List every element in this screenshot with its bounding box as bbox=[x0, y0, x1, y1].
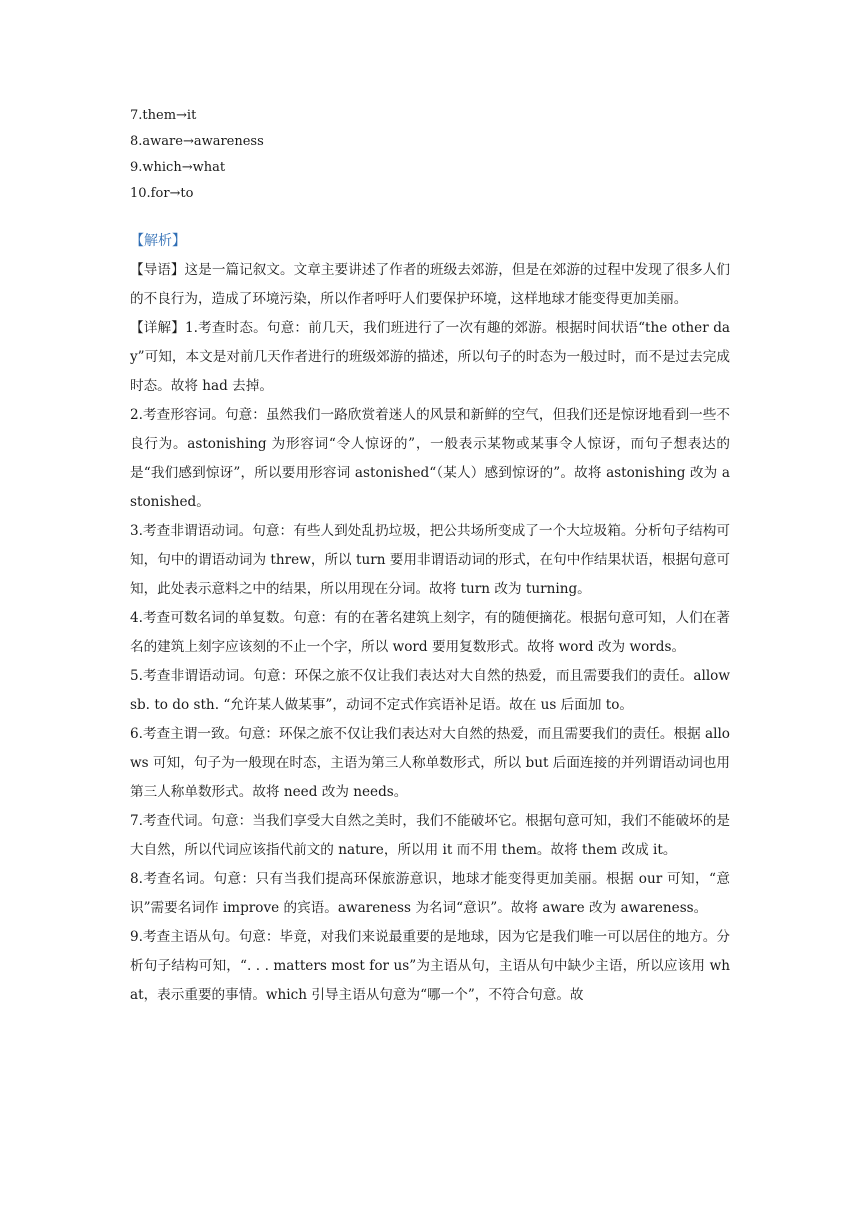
answer-list bbox=[130, 103, 730, 207]
document-page bbox=[130, 103, 730, 1010]
detail-paragraph: 4.考查可数名词的单复数。句意：有的在著名建筑上刻字，有的随便摘花。根据句意可知，人们在著名的建筑上刻字应该刻的不止一个字，所以 word 要用复数形式。故将 word 改为 words。 bbox=[130, 610, 730, 655]
answer-line: 9.which→what bbox=[130, 160, 226, 175]
detail-paragraph: 6.考查主谓一致。句意：环保之旅不仅让我们表达对大自然的热爱，而且需要我们的责任。根据 allows 可知，句子为一般现在时态，主语为第三人称单数形式，所以 but 后面连接的并列谓语动词也用第三人称单数形式。故将 need 改为 needs。 bbox=[130, 726, 730, 800]
detail-paragraph: 5.考查非谓语动词。句意：环保之旅不仅让我们表达对大自然的热爱，而且需要我们的责任。allow sb. to do sth. “允许某人做某事”，动词不定式作宾语补足语。故在 us 后面加 to。 bbox=[130, 668, 730, 713]
detail-paragraph: 2.考查形容词。句意：虽然我们一路欣赏着迷人的风景和新鲜的空气，但我们还是惊讶地看到一些不良行为。astonishing 为形容词“令人惊讶的”，一般表示某物或某事令人惊讶，而句子想表达的是“我们感到惊讶”，所以要用形容词 astonished“（某人）感到惊讶的”。故将 astonishing 改为 astonished。 bbox=[130, 407, 730, 510]
analysis-heading: 【解析】 bbox=[130, 233, 186, 249]
answer-line: 8.aware→awareness bbox=[130, 134, 264, 149]
detail-paragraph: 8.考查名词。句意：只有当我们提高环保旅游意识，地球才能变得更加美丽。根据 our 可知，“意识”需要名词作 improve 的宾语。awareness 为名词“意识”。故将 aware 改为 awareness。 bbox=[130, 871, 730, 916]
answer-line: 10.for→to bbox=[130, 186, 194, 201]
detail-paragraph: 【详解】1.考查时态。句意：前几天，我们班进行了一次有趣的郊游。根据时间状语“the other day”可知，本文是对前几天作者进行的班级郊游的描述，所以句子的时态为一般过时，而不是过去完成时态。故将 had 去掉。 bbox=[130, 320, 730, 394]
intro-paragraph: 【导语】这是一篇记叙文。文章主要讲述了作者的班级去郊游，但是在郊游的过程中发现了很多人们的不良行为，造成了环境污染，所以作者呼吁人们要保护环境，这样地球才能变得更加美丽。 bbox=[130, 262, 730, 307]
analysis-body bbox=[130, 256, 730, 1010]
answer-line: 7.them→it bbox=[130, 108, 197, 123]
detail-paragraph: 3.考查非谓语动词。句意：有些人到处乱扔垃圾，把公共场所变成了一个大垃圾箱。分析句子结构可知，句中的谓语动词为 threw，所以 turn 要用非谓语动词的形式，在句中作结果状语，根据句意可知，此处表示意料之中的结果，所以用现在分词。故将 turn 改为 turning。 bbox=[130, 523, 730, 597]
detail-paragraph: 9.考查主语从句。句意：毕竟，对我们来说最重要的是地球，因为它是我们唯一可以居住的地方。分析句子结构可知，“. . . matters most for us”为主语从句，主语从句中缺少主语，所以应该用 what，表示重要的事情。which 引导主语从句意为“哪一个”，不符合句意。故 bbox=[130, 929, 730, 1003]
detail-paragraph: 7.考查代词。句意：当我们享受大自然之美时，我们不能破坏它。根据句意可知，我们不能破坏的是大自然，所以代词应该指代前文的 nature，所以用 it 而不用 them。故将 them 改成 it。 bbox=[130, 813, 730, 858]
